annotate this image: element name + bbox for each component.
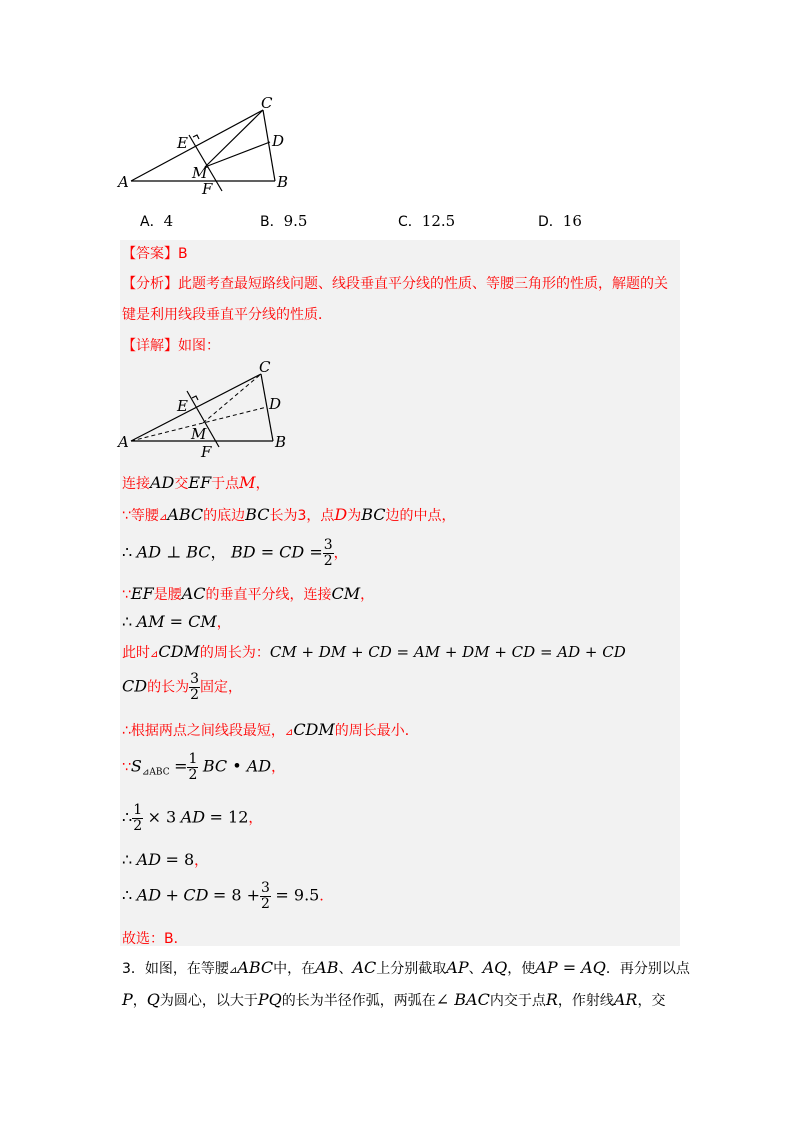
text-question3-line2-g: ∠ BAC [435,990,490,1009]
label-d: D [272,132,285,150]
text-steps-s3-den: 2 [323,553,333,569]
text-question3-line1-e: 、 [338,961,353,977]
step-6 [122,642,626,662]
text-steps-s5-c: ， [216,615,231,631]
text-steps-s7-num: 3 [190,671,199,687]
step-8 [122,720,419,740]
text-steps-s9-c: = [174,756,188,776]
text-steps-s9-e: ， [271,759,286,776]
text-choices-1-value: 9.5 [283,212,308,230]
text-question3-line2-c: Q [146,990,160,1009]
segment-md [205,142,270,167]
text-steps-s2-c: 的底边 [203,508,246,524]
text-question3-line2-i: R [545,990,558,1009]
text-question3-line1-tri: ⊿ [228,965,238,976]
text-steps-s4-a: ∵ [122,587,131,603]
analysis-line-2 [122,304,332,324]
text-question3-line1-i: 、 [468,961,483,977]
text-steps-s11-d: ， [194,853,209,869]
text-question3-line2-b: ， [132,993,147,1009]
text-steps-s12-d: CD [183,885,209,905]
text-steps-s3-b: AD ⊥ BC [136,542,211,562]
label-e: E [177,397,188,415]
choice-d[interactable] [538,211,582,231]
text-steps-s4-e: 的垂直平分线，连接 [205,587,332,603]
text-steps-s6-d: CM + DM + CD = AM + DM + CD = AD + CD [269,643,626,661]
question-3-line-2 [122,990,665,1010]
text-steps-s9-num: 1 [188,751,198,767]
text-steps-s7-b: 的长为 [147,679,190,696]
text-question3-line2-e: PQ [257,990,282,1009]
text-steps-s2-a: ∵等腰 [122,508,159,524]
text-steps-s12-a: ∴ [122,885,133,905]
text-steps-s6-tri: ⊿ [150,649,159,660]
answer-choices [140,211,700,233]
text-steps-s9-sub: ⊿ABC [141,767,170,778]
text-steps-s4-d: AC [181,584,206,603]
label-m: M [192,164,208,182]
text-steps-s2-e: 长为3，点 [269,508,335,524]
text-question3-line1-f: AC [352,958,377,977]
label-m: M [191,425,207,443]
text-steps-s9-b: S [130,756,142,776]
text-steps-s10-e: ， [248,810,263,827]
text-steps-s1-e: 于点 [211,476,240,492]
text-question3-line2-h: 内交于点 [489,993,546,1009]
text-steps-s2-h: BC [361,505,386,524]
text-question3-line2-k: AR [613,990,638,1009]
text-steps-s10-d: = 12 [209,807,249,827]
text-choices-3-letter: D． [538,214,563,230]
label-b: B [275,433,287,451]
label-c: C [259,358,271,376]
text-question3-line1-b: ABC [237,958,274,977]
text-detail-text: 如图： [178,338,220,354]
text-steps-s10-a: ∴ [122,807,133,827]
text-question3-line1-h: AP [446,958,469,977]
text-question3-line1-k: ，使 [507,961,536,977]
right-angle-mark [192,396,198,400]
text-steps-s6-c: 的周长为： [199,645,270,661]
choice-b[interactable] [260,211,307,231]
step-13 [122,928,188,948]
text-steps-s8-a: ∴根据两点之间线段最短， [122,723,285,739]
fraction-3-2 [323,538,334,569]
step-5 [122,612,231,632]
label-e: E [177,134,188,152]
text-question3-line1-c: 中，在 [273,961,316,977]
text-steps-s7-c: 固定， [200,679,242,696]
choice-a[interactable] [140,211,173,231]
text-steps-s2-g: 为 [347,508,362,524]
label-f: F [202,180,213,198]
question-3-line-1 [122,958,690,978]
text-steps-s13-a: 故选：B． [122,931,188,947]
text-question3-line1-d: AB [315,958,339,977]
text-steps-s12-b: AD [136,885,162,905]
text-question3-line1-j: AQ [482,958,508,977]
text-steps-s12-c: + [165,885,179,905]
text-analysis-line2: 键是利用线段垂直平分线的性质． [122,307,332,323]
text-steps-s9-den: 2 [188,767,198,783]
text-steps-s8-tri: ⊿ [284,727,294,738]
triangle-diagram-1 [115,95,305,200]
text-steps-s1-d: EF [188,473,212,492]
text-choices-2-letter: C． [398,214,422,230]
right-angle-mark [193,135,199,139]
fraction-1-2 [132,803,143,834]
text-steps-s3-e: ， [333,545,348,562]
label-b: B [277,173,289,191]
figure-2 [115,355,305,460]
fraction-1-2 [187,752,198,783]
text-question3-line2-j: ，作射线 [557,993,614,1009]
text-steps-s11-b: AD [136,850,162,869]
label-a: A [118,433,129,451]
text-steps-s7-a: CD [122,676,148,696]
choice-c[interactable] [398,211,455,231]
text-steps-s1-b: AD [150,473,175,492]
text-steps-s12-g: ． [319,888,334,905]
answer-line [122,243,188,263]
text-steps-s1-g: ， [255,476,270,492]
step-12 [122,881,333,912]
text-steps-s11-a: ∴ [122,850,133,869]
text-steps-s4-f: CM [331,584,361,603]
text-steps-s4-b: EF [130,584,154,603]
text-steps-s5-a: ∴ [122,612,133,631]
text-steps-s8-c: 的周长最小． [334,723,419,739]
text-steps-s12-e: = 8 + [212,885,261,905]
text-question3-line1-a: 3．如图，在等腰 [122,961,229,977]
label-d: D [269,395,282,413]
analysis-line-1 [122,273,668,293]
text-steps-s10-c: AD [180,807,206,827]
text-steps-s2-d: BC [245,505,270,524]
text-steps-s2-tri: ⊿ [158,512,168,523]
segment-mc [205,110,263,167]
text-steps-s12-num: 3 [261,880,270,896]
text-steps-s3-d: BD = CD = [231,542,323,562]
text-question3-line2-a: P [122,990,133,1009]
text-steps-s6-b: CDM [158,642,200,661]
text-choices-3-value: 16 [562,212,582,230]
text-question3-line2-d: 为圆心，以大于 [159,993,258,1009]
detail-line [122,335,220,355]
text-choices-2-value: 12.5 [421,212,456,230]
text-choices-0-value: 4 [163,212,174,230]
text-detail-tag: 【详解】 [122,338,178,354]
step-4 [122,584,374,604]
text-analysis-line1: 此题考查最短路线问题、线段垂直平分线的性质、等腰三角形的性质，解题的关 [178,276,668,292]
dashed-mc [203,374,261,423]
text-steps-s10-b: × 3 [147,807,177,827]
step-3 [122,538,348,569]
text-analysis-tag: 【分析】 [122,276,178,292]
text-steps-s10-den: 2 [133,818,143,834]
text-steps-s5-b: AM = CM [136,612,217,631]
text-steps-s12-den: 2 [261,896,270,912]
text-steps-s8-b: CDM [293,720,335,739]
step-1 [122,473,270,493]
text-steps-s10-num: 1 [133,802,143,818]
text-steps-s1-c: 交 [174,476,189,492]
text-steps-s3-a: ∴ [122,542,133,562]
text-question3-line1-l: AP = AQ [535,958,606,977]
text-question3-line2-f: 的长为半径作弧，两弧在 [281,993,436,1009]
text-steps-s11-c: = 8 [165,850,195,869]
text-choices-1-letter: B． [260,214,284,230]
text-question3-line1-g: 上分别截取 [376,961,447,977]
triangle-diagram-2 [115,355,305,460]
label-f: F [201,443,212,460]
text-steps-s12-f: = 9.5 [275,885,320,905]
step-2 [122,505,456,525]
step-10 [122,803,262,834]
text-question3-line2-l: ，交 [637,993,666,1009]
text-steps-s4-c: 是腰 [153,587,182,603]
label-c: C [261,95,273,112]
text-question3-line1-m: ．再分别以点 [605,961,690,977]
fraction-3-2 [189,672,200,703]
fraction-3-2 [260,881,271,912]
text-answer-value: B [178,246,188,262]
text-steps-s3-num: 3 [323,537,333,553]
text-steps-s3-c: ， [210,542,227,562]
text-steps-s9-d: BC • AD [202,756,272,776]
label-a: A [118,173,129,191]
step-7 [122,672,242,703]
step-9 [122,752,285,783]
text-steps-s1-f: M [239,473,256,492]
text-steps-s2-b: ABC [167,505,204,524]
text-steps-s9-a: ∵ [122,759,131,776]
text-steps-s1-a: 连接 [122,476,150,492]
figure-1 [115,95,305,200]
text-answer-tag: 【答案】 [122,246,178,262]
text-steps-s7-den: 2 [190,687,199,703]
text-choices-0-letter: A． [140,214,164,230]
text-steps-s2-i: 边的中点， [385,508,456,524]
step-11 [122,850,208,870]
text-steps-s4-g: ， [360,587,375,603]
text-steps-s2-f: D [334,505,348,524]
text-steps-s6-a: 此时 [122,645,150,661]
